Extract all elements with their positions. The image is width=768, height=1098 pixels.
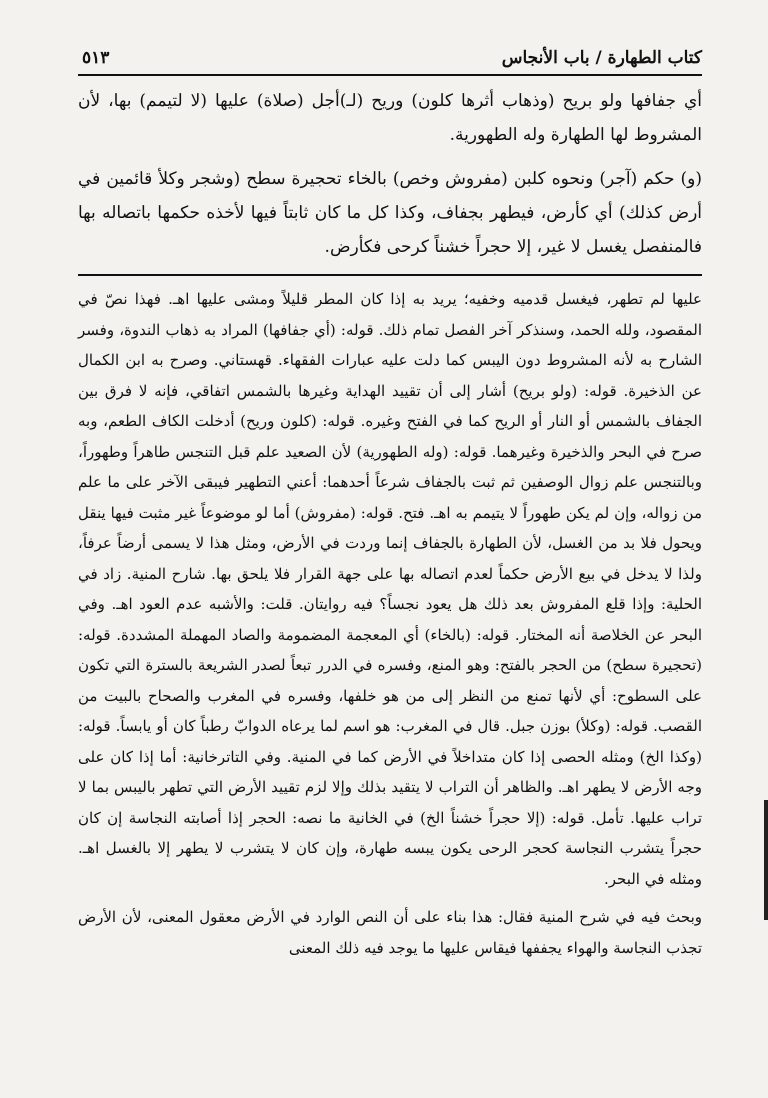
main-text [78,84,702,264]
binding-edge-mark [764,800,768,920]
page-number: ٥١٣ [82,48,110,68]
page-header [78,46,702,76]
main-text-paragraph: (و) حكم (آجر) ونحوه كلبن (مفروش وخص) بالخاء تحجيرة سطح (وشجر وكلأ قائمين في أرض كذلك) أي كأرض، فيطهر بجفاف، وكذا كل ما كان ثابتاً فيها لأخذه حكمها باتصاله بها فالمنفصل يغسل لا غير، إلا حجراً خشناً كرحى فكأرض. [78,169,702,257]
commentary-paragraph: عليها لم تطهر، فيغسل قدميه وخفيه؛ يريد به إذا كان المطر قليلاً ومشى عليها اهـ. فهذا نصّ في المقصود، ولله الحمد، وسنذكر آخر الفصل تمام ذلك. قوله: (أي جفافها) المراد به ذهاب الندوة، وفسر الشارح به لأنه المشروط دون اليبس كما دلت عليه عبارات الفقهاء. قهستاني. وصرح به ابن الكمال عن الذخيرة. قوله: (ولو بريح) أشار إلى أن تقييد الهداية وغيرها بالشمس اتفاقي، فإنه لا فرق بين الجفاف بالشمس أو النار أو الريح كما في الفتح وغيره. قوله: (كلون وريح) أدخلت الكاف الطعم، وبه صرح في البحر والذخيرة وغيرهما. قوله: (وله الطهورية) لأن الصعيد علم قبل التنجس طاهراً وطهوراً، وبالتنجس علم زوال الوصفين ثم ثبت بالجفاف شرعاً أحدهما: أعني التطهير فيبقى الآخر على ما علم من زواله، وإن لم يكن طهوراً لا يتيمم به اهـ. فتح. قوله: (مفروش) أما لو موضوعاً غير مثبت فيها ينقل ويحول فلا بد من الغسل، لأن الطهارة بالجفاف إنما وردت في الأرض، ومثل هذا لا يسمى أرضاً عرفاً، ولذا لا يدخل في بيع الأرض حكماً لعدم اتصاله بها على جهة القرار فلا يلحق بها. شارح المنية. زاد في الحلية: وإذا قلع المفروش بعد ذلك هل يعود نجساً؟ فيه روايتان. قلت: والأشبه عدم العود اهـ. وفي البحر عن الخلاصة أنه المختار. قوله: (بالخاء) أي المعجمة المضمومة والصاد المهملة المشددة. قوله: (تحجيرة سطح) من الحجر بالفتح: وهو المنع، وفسره في الدرر تبعاً لصدر الشريعة بالسترة التي تكون على السطوح: أي لأنها تمنع من النظر إلى من هو خلفها، وفسره في المغرب والصحاح بالبيت من القصب. قوله: (وكلأ) بوزن جبل. قال في المغرب: هو اسم لما يرعاه الدوابّ رطباً كان أو يابساً. قوله: (وكذا الخ) ومثله الحصى إذا كان متداخلاً في الأرض كما في المنية. وفي التاترخانية: أما إذا كان على وجه الأرض لا يطهر اهـ. والظاهر أن التراب لا يتقيد بذلك وإلا لزم تقييد الأرض التي تطهر باليبس بما لا تراب عليها. تأمل. قوله: (إلا حجراً خشناً الخ) في الخانية ما نصه: الحجر إذا أصابته النجاسة إن كان حجراً يتشرب النجاسة كحجر الرحى يكون يبسه طهارة، وإن كان لا يتشرب لا يطهر إلا بالغسل اهـ. ومثله في البحر. [78,290,702,888]
section-divider [78,274,702,276]
main-text-paragraph: أي جفافها ولو بريح (وذهاب أثرها كلون) وريح (لـ)أجل (صلاة) عليها (لا لتيمم) بها، لأن المشروط لها الطهارة وله الطهورية. [78,91,702,145]
commentary-paragraph: وبحث فيه في شرح المنية فقال: هذا بناء على أن النص الوارد في الأرض معقول المعنى، لأن الأرض تجذب النجاسة والهواء يجففها فيقاس عليها ما يوجد فيه ذلك المعنى [78,908,702,957]
commentary-text [78,284,702,963]
chapter-title: كتاب الطهارة / باب الأنجاس [501,48,702,68]
book-page [78,46,702,1086]
